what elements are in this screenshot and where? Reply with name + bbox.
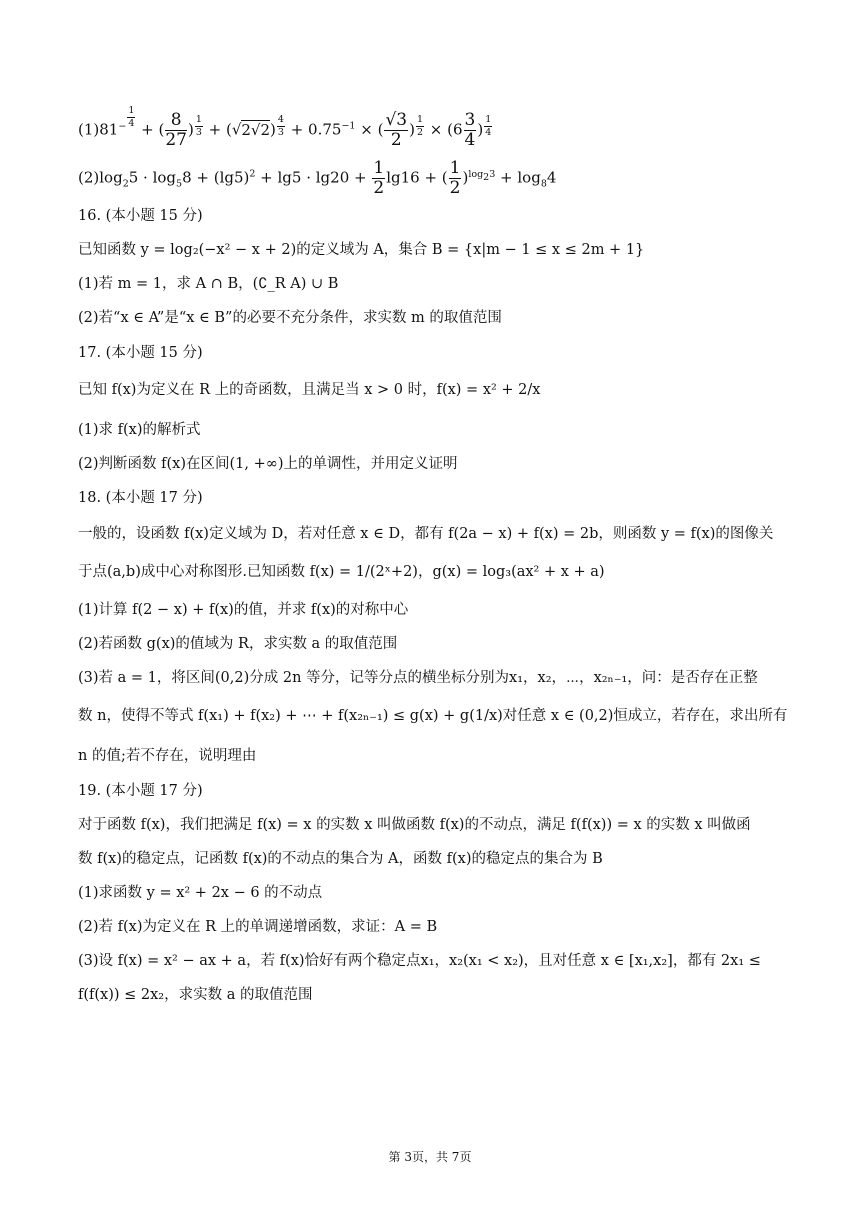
q19-part3-line2: f(f(x)) ≤ 2x₂，求实数 a 的取值范围	[78, 987, 313, 1003]
q16-header: 16. (本小题 15 分)	[78, 208, 203, 224]
q17-part2: (2)判断函数 f(x)在区间(1, +∞)上的单调性，并用定义证明	[78, 456, 458, 472]
q17-stem: 已知 f(x)为定义在 R 上的奇函数，且满足当 x > 0 时，f(x) = x² + 2/x	[78, 382, 541, 398]
q15-part1: $(1)81^{- \frac{1}{4}}$ + ( $\frac{8}{27}$ ) $^{\frac{1}{3}}$ + (√2√2) $^{\frac{4}{3}}$ + $0.75^{-1}$ × ( $\frac{√3}{2}$ ) $^{\frac{1}{2}}$ × (6 $\frac{3}{4}$ ) $^{\frac{1}{4}}$	[78, 105, 492, 150]
q19-part3-line1: (3)设 f(x) = x² − ax + a，若 f(x)恰好有两个稳定点x₁，x₂(x₁ < x₂)，且对任意 x ∈ [x₁,x₂]，都有 2x₁ ≤	[78, 953, 761, 969]
q19-part2: (2)若 f(x)为定义在 R 上的单调递增函数，求证：A = B	[78, 919, 438, 935]
q18-part1: (1)计算 f(2 − x) + f(x)的值，并求 f(x)的对称中心	[78, 602, 409, 618]
q17-header: 17. (本小题 15 分)	[78, 345, 203, 361]
q18-part3-line3: n 的值;若不存在，说明理由	[78, 748, 257, 764]
q19-stem-line2: 数 f(x)的稳定点，记函数 f(x)的不动点的集合为 A，函数 f(x)的稳定点的集合为 B	[78, 851, 603, 867]
q19-header: 19. (本小题 17 分)	[78, 783, 203, 799]
q16-stem: 已知函数 y = log₂(−x² − x + 2)的定义域为 A，集合 B = {x|m − 1 ≤ x ≤ 2m + 1}	[78, 242, 645, 258]
q18-part3-line2: 数 n，使得不等式 f(x₁) + f(x₂) + ⋯ + f(x₂ₙ₋₁) ≤ g(x) + g(1/x)对任意 x ∈ (0,2)恒成立，若存在，求出所有	[78, 708, 788, 724]
q19-stem-line1: 对于函数 f(x)，我们把满足 f(x) = x 的实数 x 叫做函数 f(x)的不动点，满足 f(f(x)) = x 的实数 x 叫做函	[78, 817, 751, 833]
q16-part2: (2)若“x ∈ A”是“x ∈ B”的必要不充分条件，求实数 m 的取值范围	[78, 310, 502, 326]
q16-part1: (1)若 m = 1，求 A ∩ B，(∁_R A) ∪ B	[78, 276, 339, 292]
q18-part3-line1: (3)若 a = 1，将区间(0,2)分成 2n 等分，记等分点的横坐标分别为x₁，x₂，⋯，x₂ₙ₋₁，问：是否存在正整	[78, 670, 758, 686]
page-footer: 第 3页，共 7页	[388, 1150, 472, 1164]
q17-part1: (1)求 f(x)的解析式	[78, 422, 201, 438]
q18-part2: (2)若函数 g(x)的值域为 R，求实数 a 的取值范围	[78, 636, 398, 652]
q18-header: 18. (本小题 17 分)	[78, 490, 203, 506]
q15-part2: $(2)\log_25 \cdot \log_58 + (\lg 5)^2 + \lg 5 \cdot \lg 20$ + $\frac{1}{2}$ lg16 + ( $\frac{1}{2}$ )$^{log_23} + \log_84$	[78, 158, 557, 198]
q18-stem-line1: 一般的，设函数 f(x)定义域为 D，若对任意 x ∈ D，都有 f(2a − x) + f(x) = 2b，则函数 y = f(x)的图像关	[78, 526, 774, 542]
q18-stem-line2: 于点(a,b)成中心对称图形.已知函数 f(x) = 1/(2ˣ+2)，g(x) = log₃(ax² + x + a)	[78, 564, 605, 580]
q19-part1: (1)求函数 y = x² + 2x − 6 的不动点	[78, 885, 323, 901]
